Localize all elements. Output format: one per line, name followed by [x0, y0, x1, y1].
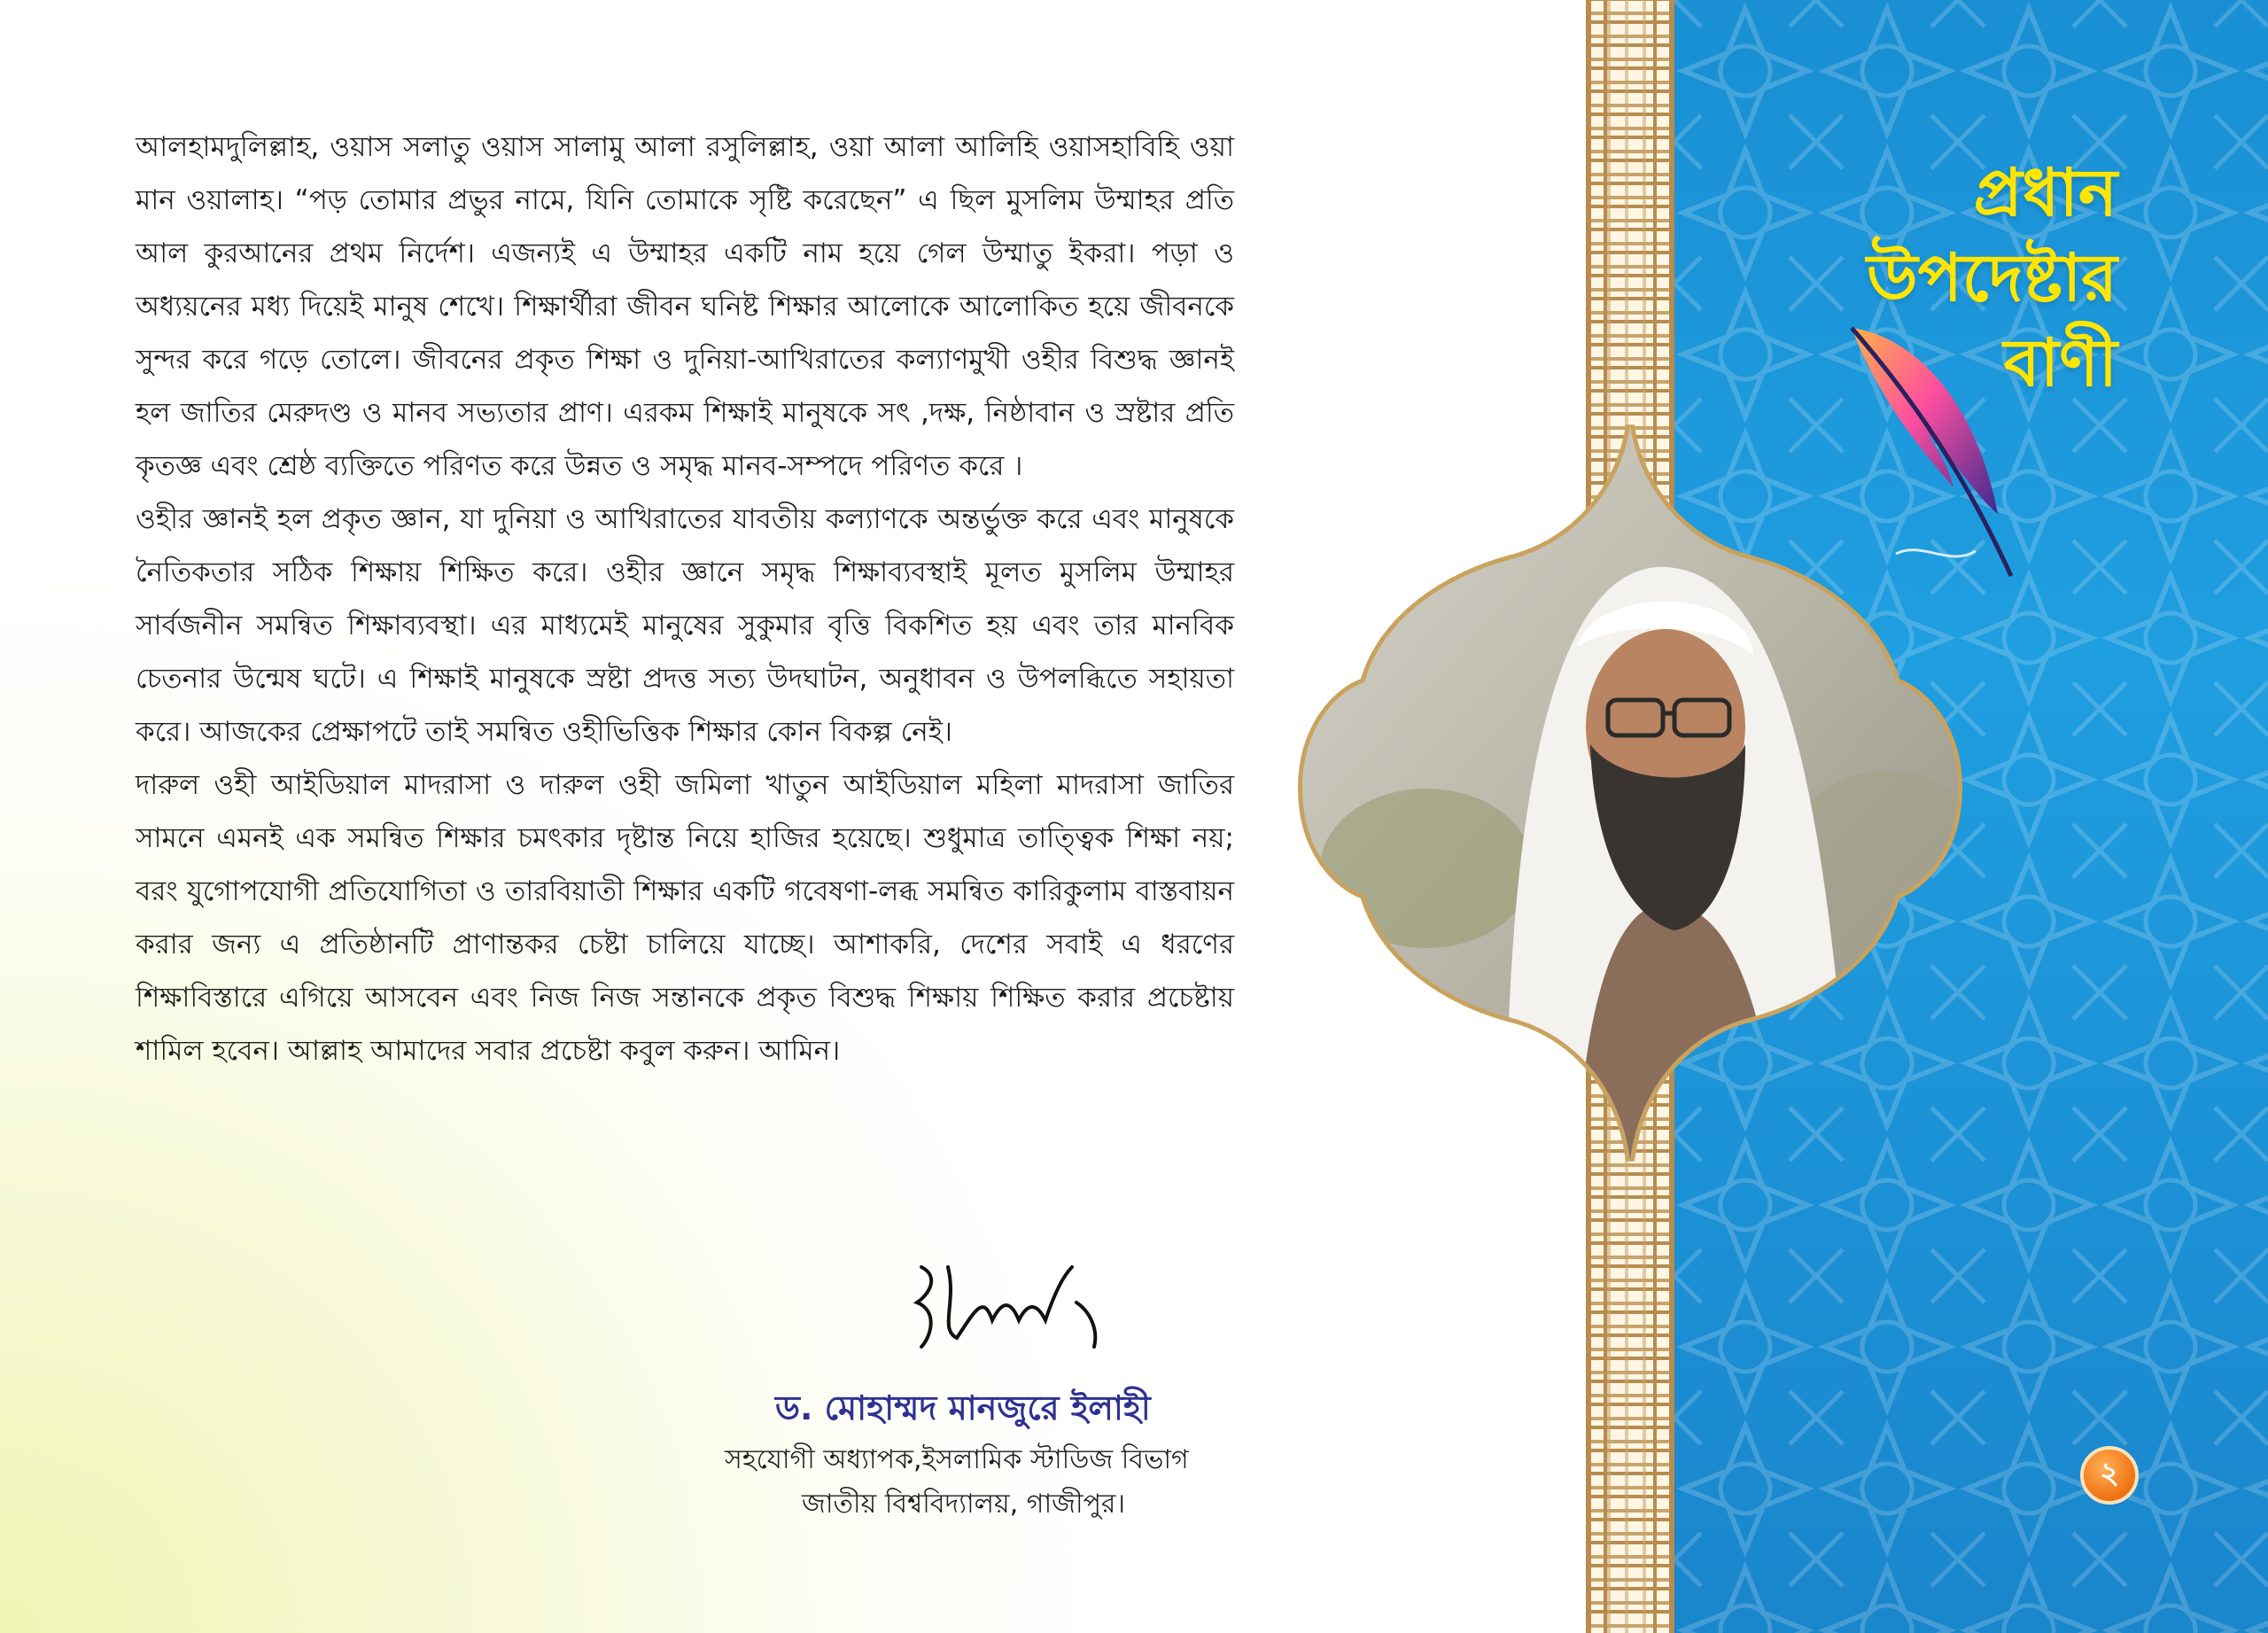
author-name: ড. মোহাম্মদ মানজুরে ইলাহী — [775, 1388, 1151, 1427]
signature — [904, 1249, 1116, 1356]
portrait-frame — [1285, 408, 1976, 1178]
body-paragraph-3: দারুল ওহী আইডিয়াল মাদরাসা ও দারুল ওহী জমিলা খাতুন আইডিয়াল মহিলা মাদরাসা জাতির সামনে এমনই এক সমন্বিত শিক্ষার চমৎকার দৃষ্টান্ত নিয়ে হাজির হয়েছে। শুধুমাত্র তাত্ত্বিক শিক্ষা নয়; বরং যুগোপযোগী প্রতিযোগিতা ও তারবিয়াতী শিক্ষার একটি গবেষণা-লব্ধ সমন্বিত কারিকুলাম বাস্তবায়ন করার জন্য এ প্রতিষ্ঠানটি প্রাণান্তকর চেষ্টা চালিয়ে যাচ্ছে। আশাকরি, দেশের সবাই এ ধরণের শিক্ষাবিস্তারে এগিয়ে আসবেন এবং নিজ নিজ সন্তানকে প্রকৃত বিশুদ্ধ শিক্ষায় শিক্ষিত করার প্রচেষ্টায় শামিল হবেন। আল্লাহ আমাদের সবার প্রচেষ্টা কবুল করুন। আমিন। — [136, 769, 1234, 1067]
author-title: সহযোগী অধ্যাপক,ইসলামিক স্টাডিজ বিভাগ — [725, 1444, 1189, 1475]
page-number-badge: ২ — [2080, 1446, 2139, 1505]
message-body — [136, 121, 1234, 1077]
body-paragraph-2: ওহীর জ্ঞানই হল প্রকৃত জ্ঞান, যা দুনিয়া ও আখিরাতের যাবতীয় কল্যাণকে অন্তর্ভুক্ত করে এবং মানুষকে নৈতিকতার সঠিক শিক্ষায় শিক্ষিত করে। ওহীর জ্ঞানে সমৃদ্ধ শিক্ষাব্যবস্থাই মূলত মুসলিম উম্মাহর সার্বজনীন সমন্বিত শিক্ষাব্যবস্থা। এর মাধ্যমেই মানুষের সুকুমার বৃত্তি বিকশিত হয় এবং তার মানবিক চেতনার উন্মেষ ঘটে। এ শিক্ষাই মানুষকে স্রষ্টা প্রদত্ত সত্য উদঘাটন, অনুধাবন ও উপলব্ধিতে সহায়তা করে। আজকের প্রেক্ষাপটে তাই সমন্বিত ওহীভিত্তিক শিক্ষার কোন বিকল্প নেই। — [136, 503, 1234, 748]
heading-line-3: বাণী — [2003, 325, 2117, 401]
author-institution: জাতীয় বিশ্ববিদ্যালয়, গাজীপুর। — [802, 1489, 1126, 1520]
portrait-photo — [1285, 408, 1976, 1178]
heading-line-2: উপদেষ্টার — [1866, 240, 2117, 316]
heading-line-1: প্রধান — [1973, 155, 2117, 231]
body-paragraph-1: আলহামদুলিল্লাহ, ওয়াস সলাতু ওয়াস সালামু আলা রসুলিল্লাহ, ওয়া আলা আলিহি ওয়াসহাবিহি ওয়া মান ওয়ালাহ। “পড় তোমার প্রভুর নামে, যিনি তোমাকে সৃষ্টি করেছেন” এ ছিল মুসলিম উম্মাহর প্রতি আল কুরআনের প্রথম নির্দেশ। এজন্যই এ উম্মাহর একটি নাম হয়ে গেল উম্মাতু ইকরা। পড়া ও অধ্যয়নের মধ্য দিয়েই মানুষ শেখে। শিক্ষার্থীরা জীবন ঘনিষ্ট শিক্ষার আলোকে আলোকিত হয়ে জীবনকে সুন্দর করে গড়ে তোলে। জীবনের প্রকৃত শিক্ষা ও দুনিয়া-আখিরাতের কল্যাণমুখী ওহীর বিশুদ্ধ জ্ঞানই হল জাতির মেরুদণ্ড ও মানব সভ্যতার প্রাণ। এরকম শিক্ষাই মানুষকে সৎ ,দক্ষ, নিষ্ঠাবান ও স্রষ্টার প্রতি কৃতজ্ঞ এবং শ্রেষ্ঠ ব্যক্তিতে পরিণত করে উন্নত ও সমৃদ্ধ মানব-সম্পদে পরিণত করে । — [136, 131, 1234, 482]
